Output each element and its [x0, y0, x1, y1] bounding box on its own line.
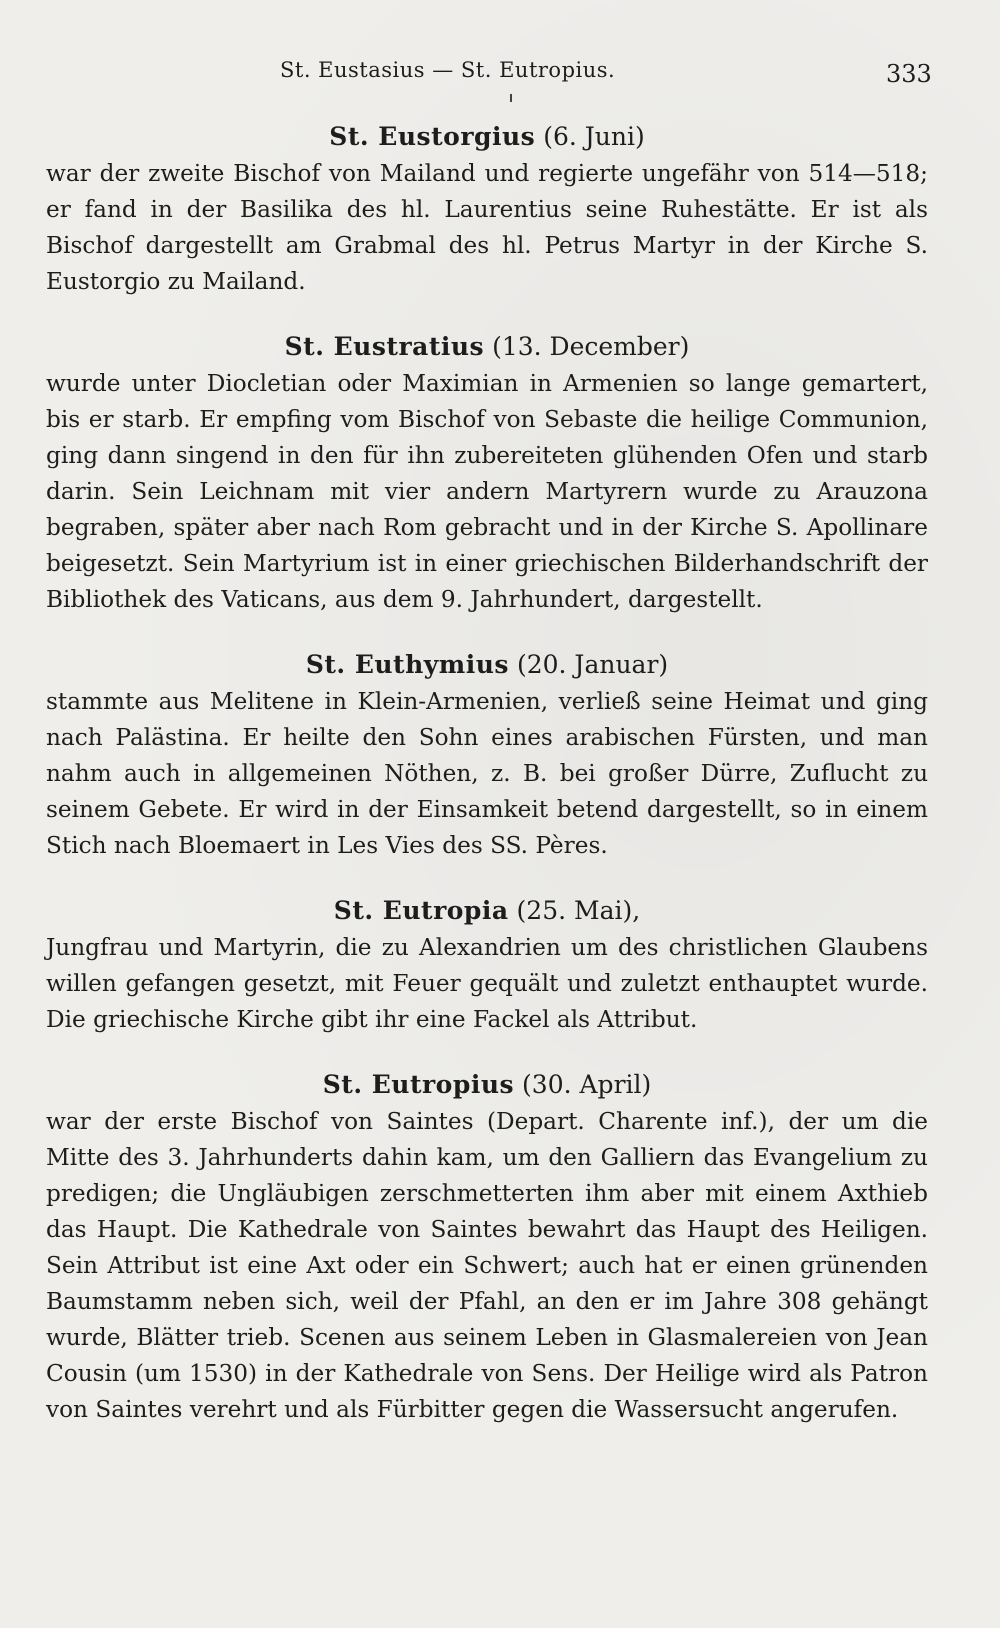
entry-heading	[46, 328, 928, 366]
saint-name: St. Eustratius	[284, 332, 485, 361]
entry-heading	[46, 646, 928, 684]
entry-heading	[46, 118, 928, 156]
running-head-title: St. Eustasius — St. Eutropius.	[280, 58, 616, 82]
entry-heading	[46, 1066, 928, 1104]
saint-name: St. Eustorgius	[329, 122, 536, 151]
feast-date: (20. Januar)	[516, 650, 669, 679]
entry-text: war der erste Bischof von Saintes (Depart. Charente inf.), der um die Mitte des 3. Jahrhunderts dahin kam, um den Galliern das Evangelium zu predigen; die Ungläubigen zerschmetterten ihm aber mit einem Axthieb das Haupt. Die Kathedrale von Saintes bewahrt das Haupt des Heiligen. Sein Attribut ist eine Axt oder ein Schwert; auch hat er einen grünenden Baumstamm neben sich, weil der Pfahl, an den er im Jahre 308 gehängt wurde, Blätter trieb. Scenen aus seinem Leben in Glasmalereien von Jean Cousin (um 1530) in der Kathedrale von Sens. Der Heilige wird als Patron von Saintes verehrt und als Fürbitter gegen die Wassersucht angerufen.	[46, 1108, 928, 1423]
saint-name: St. Euthymius	[305, 650, 510, 679]
saint-name: St. Eutropia	[333, 896, 509, 925]
entry-heading	[46, 892, 928, 930]
feast-date: (30. April)	[522, 1070, 652, 1099]
rule-tick	[510, 94, 512, 102]
entry-text: Jungfrau und Martyrin, die zu Alexandrien um des christlichen Glaubens willen gefangen gesetzt, mit Feuer gequält und zuletzt enthauptet wurde. Die griechische Kirche gibt ihr eine Fackel als Attribut.	[46, 934, 928, 1033]
page-content	[46, 118, 928, 1428]
feast-date: (13. December)	[492, 332, 690, 361]
feast-date: (6. Juni)	[543, 122, 645, 151]
feast-date: (25. Mai),	[516, 896, 641, 925]
entry-eustratius	[46, 328, 928, 618]
entry-eustorgius	[46, 118, 928, 300]
header-rule	[0, 94, 1000, 102]
entry-eutropia	[46, 892, 928, 1038]
entry-eutropius	[46, 1066, 928, 1428]
running-head	[0, 50, 1000, 90]
saint-name: St. Eutropius	[322, 1070, 515, 1099]
entry-text: war der zweite Bischof von Mailand und regierte ungefähr von 514—518; er fand in der Basilika des hl. Laurentius seine Ruhestätte. Er ist als Bischof dargestellt am Grabmal des hl. Petrus Martyr in der Kirche S. Eustorgio zu Mailand.	[46, 160, 928, 295]
entry-text: stammte aus Melitene in Klein-Armenien, verließ seine Heimat und ging nach Palästina. Er heilte den Sohn eines arabischen Fürsten, und man nahm auch in allgemeinen Nöthen, z. B. bei großer Dürre, Zuflucht zu seinem Gebete. Er wird in der Einsamkeit betend dargestellt, so in einem Stich nach Bloemaert in Les Vies des SS. Pères.	[46, 688, 928, 859]
page-number: 333	[886, 60, 932, 88]
entry-text: wurde unter Diocletian oder Maximian in Armenien so lange gemartert, bis er starb. Er empfing vom Bischof von Sebaste die heilige Communion, ging dann singend in den für ihn zubereiteten glühenden Ofen und starb darin. Sein Leichnam mit vier andern Martyrern wurde zu Arauzona begraben, später aber nach Rom gebracht und in der Kirche S. Apollinare beigesetzt. Sein Martyrium ist in einer griechischen Bilderhandschrift der Bibliothek des Vaticans, aus dem 9. Jahrhundert, dargestellt.	[46, 370, 928, 613]
entry-euthymius	[46, 646, 928, 864]
